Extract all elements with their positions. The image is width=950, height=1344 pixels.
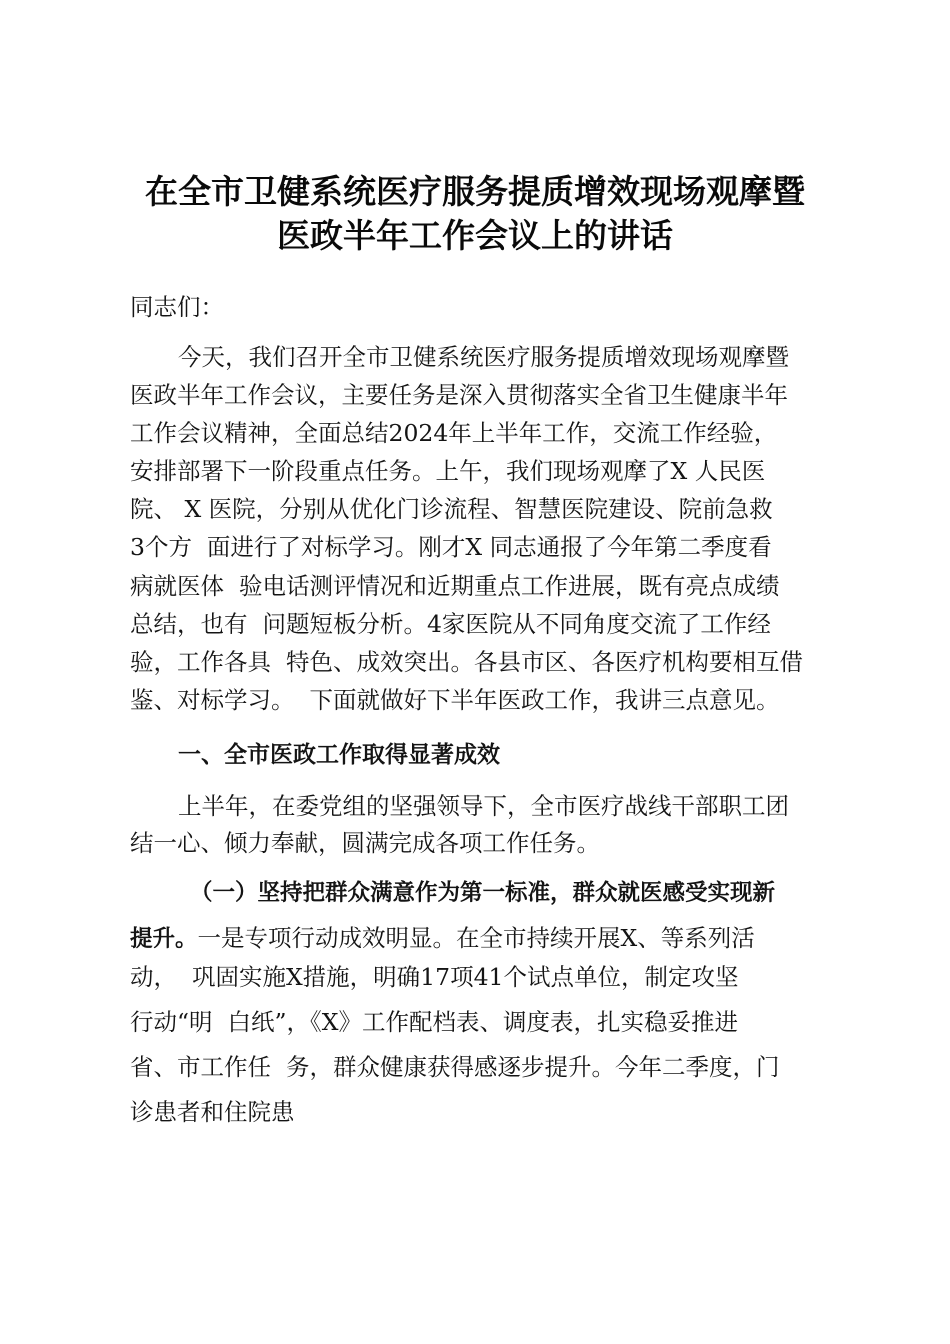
paragraph-line: 动， 巩固实施X措施，明确17项41个试点单位，制定攻坚 <box>130 963 739 991</box>
document-title-line-2: 医政半年工作会议上的讲话 <box>277 216 673 255</box>
paragraph-line: 省、市工作任 务，群众健康获得感逐步提升。今年二季度，门 <box>130 1053 780 1081</box>
paragraph-line: 院、 X 医院，分别从优化门诊流程、智慧医院建设、院前急救 <box>130 495 773 523</box>
paragraph-line <box>130 922 755 955</box>
paragraph-line: 行动“明 白纸”，《X》工作配档表、调度表，扎实稳妥推进 <box>130 1008 738 1036</box>
paragraph-line: 医政半年工作会议，主要任务是深入贯彻落实全省卫生健康半年 <box>130 381 788 409</box>
subsection-heading: （一）坚持把群众满意作为第一标准，群众就医感受实现新 <box>190 880 776 906</box>
paragraph-line: 上半年，在委党组的坚强领导下，全市医疗战线干部职工团 <box>178 792 789 820</box>
document-title-line-1: 在全市卫健系统医疗服务提质增效现场观摩暨 <box>145 172 805 211</box>
salutation: 同志们： <box>130 293 224 321</box>
paragraph-line: 3个方 面进行了对标学习。刚才X 同志通报了今年第二季度看 <box>130 533 772 561</box>
subsection-heading-tail: 提升。 <box>130 926 198 952</box>
paragraph-line: 病就医体 验电话测评情况和近期重点工作进展，既有亮点成绩 <box>130 572 780 600</box>
paragraph-line: 今天，我们召开全市卫健系统医疗服务提质增效现场观摩暨 <box>178 343 789 371</box>
section-heading: 一、全市医政工作取得显著成效 <box>178 742 500 768</box>
paragraph-line: 安排部署下一阶段重点任务。上午，我们现场观摩了X 人民医 <box>130 457 766 485</box>
paragraph-line: 结一心、倾力奉献，圆满完成各项工作任务。 <box>130 829 600 857</box>
paragraph-line: 诊患者和住院患 <box>130 1098 295 1126</box>
paragraph-text: 一是专项行动成效明显。在全市持续开展X、等系列活 <box>197 924 755 952</box>
paragraph-line: 工作会议精神，全面总结2024年上半年工作，交流工作经验， <box>130 419 778 447</box>
paragraph-line: 鉴、对标学习。 下面就做好下半年医政工作，我讲三点意见。 <box>130 686 780 714</box>
paragraph-line: 验，工作各具 特色、成效突出。各县市区、各医疗机构要相互借 <box>130 648 803 676</box>
paragraph-line: 总结，也有 问题短板分析。4家医院从不同角度交流了工作经 <box>130 610 771 638</box>
